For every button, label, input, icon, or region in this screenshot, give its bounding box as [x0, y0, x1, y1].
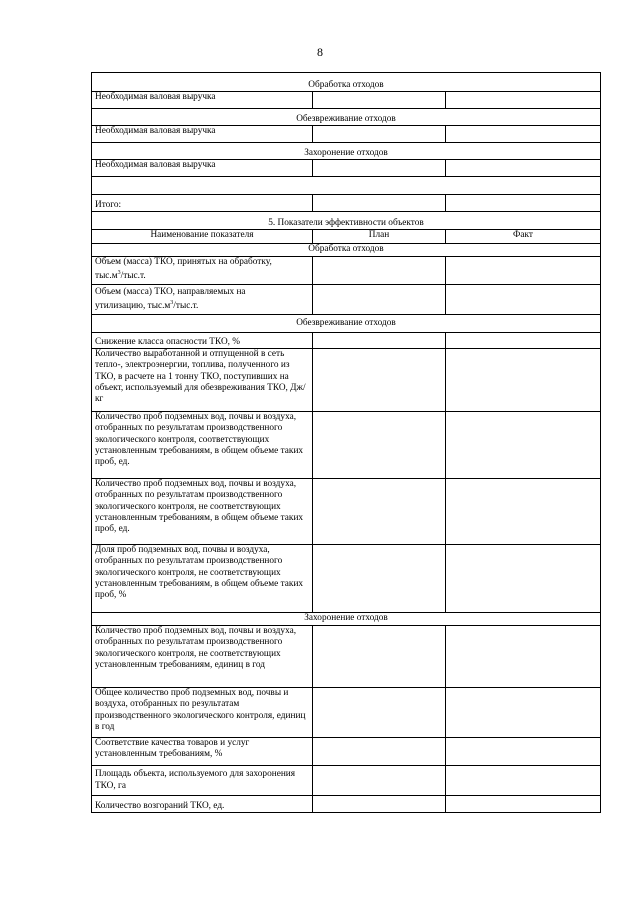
indicator-name: Количество выработанной и отпущенной в сеть тепло-, электроэнергии, топлива, полученного из ТКО, в расчете на 1 тонну ТКО, поступивших на объект, используемый для обезвреживания ТКО, Дж/кг — [92, 349, 313, 412]
section-burial: Захоронение отходов — [92, 143, 601, 160]
plan-cell — [313, 479, 446, 545]
fact-cell — [446, 257, 601, 285]
fact-cell — [446, 349, 601, 412]
plan-cell — [313, 285, 446, 315]
fact-cell — [446, 796, 601, 813]
fact-cell — [446, 285, 601, 315]
indicator-name: Количество проб подземных вод, почвы и воздуха, отобранных по результатам производственного экологического контроля, не соответствующих установленным требованиям, единиц в год — [92, 626, 313, 688]
section5-title: 5. Показатели эффективности объектов — [92, 212, 601, 230]
plan-cell — [313, 126, 446, 143]
plan-cell — [313, 195, 446, 212]
revenue-label: Необходимая валовая выручка — [92, 126, 313, 143]
plan-cell — [313, 545, 446, 613]
section-neutralization: Обезвреживание отходов — [92, 109, 601, 126]
indicator-name: Объем (масса) ТКО, принятых на обработку, $тыс.м^3/тыс.т$. — [92, 257, 313, 285]
total-label: Итого: — [92, 195, 313, 212]
indicator-name: Количество проб подземных вод, почвы и воздуха, отобранных по результатам производственного экологического контроля, не соответствующих установленным требованиям, в общем объеме таких проб, ед. — [92, 479, 313, 545]
plan-cell — [313, 257, 446, 285]
plan-cell — [313, 412, 446, 479]
plan-cell — [313, 738, 446, 766]
indicators-table — [91, 72, 601, 813]
indicator-name: Доля проб подземных вод, почвы и воздуха, отобранных по результатам производственного экологического контроля, не соответствующих установленным требованиям, в общем объеме таких проб, % — [92, 545, 313, 613]
fact-cell — [446, 738, 601, 766]
plan-cell — [313, 626, 446, 688]
indicator-name: Объем (масса) ТКО, направляемых на утилизацию, $тыс.м^3/тыс.т$. — [92, 285, 313, 315]
fact-cell — [446, 626, 601, 688]
revenue-label: Необходимая валовая выручка — [92, 92, 313, 109]
fact-cell — [446, 333, 601, 349]
plan-cell — [313, 349, 446, 412]
plan-cell — [313, 688, 446, 738]
fact-cell — [446, 479, 601, 545]
indicator-name: Количество возгораний ТКО, ед. — [92, 796, 313, 813]
plan-cell — [313, 160, 446, 177]
subsection-processing: Обработка отходов — [92, 244, 601, 257]
fact-cell — [446, 412, 601, 479]
section-processing: Обработка отходов — [92, 73, 601, 92]
column-header-fact: Факт — [446, 230, 601, 244]
indicator-name: Соответствие качества товаров и услуг установленным требованиям, % — [92, 738, 313, 766]
fact-cell — [446, 545, 601, 613]
fact-cell — [446, 160, 601, 177]
plan-cell — [313, 796, 446, 813]
blank-row — [92, 177, 601, 195]
plan-cell — [313, 766, 446, 796]
fact-cell — [446, 766, 601, 796]
plan-cell — [313, 92, 446, 109]
indicator-name: Общее количество проб подземных вод, почвы и воздуха, отобранных по результатам производственного экологического контроля, единиц в год — [92, 688, 313, 738]
indicator-name: Снижение класса опасности ТКО, % — [92, 333, 313, 349]
fact-cell — [446, 688, 601, 738]
indicator-name: Площадь объекта, используемого для захоронения ТКО, га — [92, 766, 313, 796]
subsection-neutralization: Обезвреживание отходов — [92, 315, 601, 333]
revenue-label: Необходимая валовая выручка — [92, 160, 313, 177]
plan-cell — [313, 333, 446, 349]
column-header-name: Наименование показателя — [92, 230, 313, 244]
indicator-name: Количество проб подземных вод, почвы и воздуха, отобранных по результатам производственного экологического контроля, соответствующих установленным требованиям, в общем объеме таких проб, ед. — [92, 412, 313, 479]
fact-cell — [446, 126, 601, 143]
fact-cell — [446, 195, 601, 212]
column-header-plan: План — [313, 230, 446, 244]
page-number: 8 — [317, 45, 323, 59]
subsection-burial: Захоронение отходов — [92, 613, 601, 626]
fact-cell — [446, 92, 601, 109]
